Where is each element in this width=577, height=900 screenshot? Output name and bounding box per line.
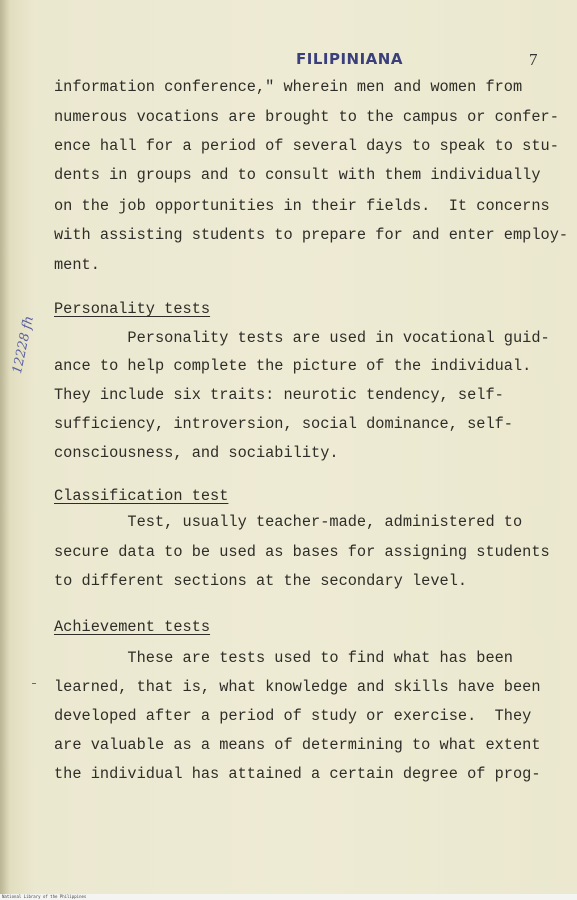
body-line: They include six traits: neurotic tendency, self- [54,386,504,404]
body-line: Test, usually teacher-made, administered to [54,513,523,531]
body-line: the individual has attained a certain degree of prog- [54,765,541,783]
body-line: numerous vocations are brought to the campus or confer- [54,108,559,126]
section-heading-personality: Personality tests [54,300,211,318]
body-line: sufficiency, introversion, social dominance, self- [54,415,513,433]
body-line: developed after a period of study or exercise. They [54,707,532,725]
body-line: Personality tests are used in vocational guid- [54,329,550,347]
body-line: with assisting students to prepare for and enter employ- [54,226,569,244]
handwritten-margin-note: 12228 fh [10,314,37,376]
section-heading-classification: Classification test [54,487,229,505]
body-line: information conference," wherein men and women from [54,78,523,96]
body-line: dents in groups and to consult with them individually [54,166,541,184]
scan-footer-text: National Library of the Philippines [2,894,87,899]
margin-tick-mark [32,683,36,684]
body-line: on the job opportunities in their fields. It concerns [54,197,550,215]
section-heading-achievement: Achievement tests [54,618,211,636]
page-number: 7 [529,50,538,69]
body-line: ment. [54,256,100,274]
page-edge-shadow [0,0,10,894]
body-line: to different sections at the secondary level. [54,572,468,590]
body-line: are valuable as a means of determining to what extent [54,736,541,754]
body-line: ance to help complete the picture of the individual. [54,357,532,375]
body-line: secure data to be used as bases for assigning students [54,543,550,561]
scan-footer-strip [0,894,577,900]
body-line: learned, that is, what knowledge and skills have been [54,678,541,696]
body-line: ence hall for a period of several days to speak to stu- [54,137,559,155]
body-line: These are tests used to find what has been [54,649,513,667]
body-line: consciousness, and sociability. [54,444,339,462]
library-stamp: FILIPINIANA [296,50,403,68]
